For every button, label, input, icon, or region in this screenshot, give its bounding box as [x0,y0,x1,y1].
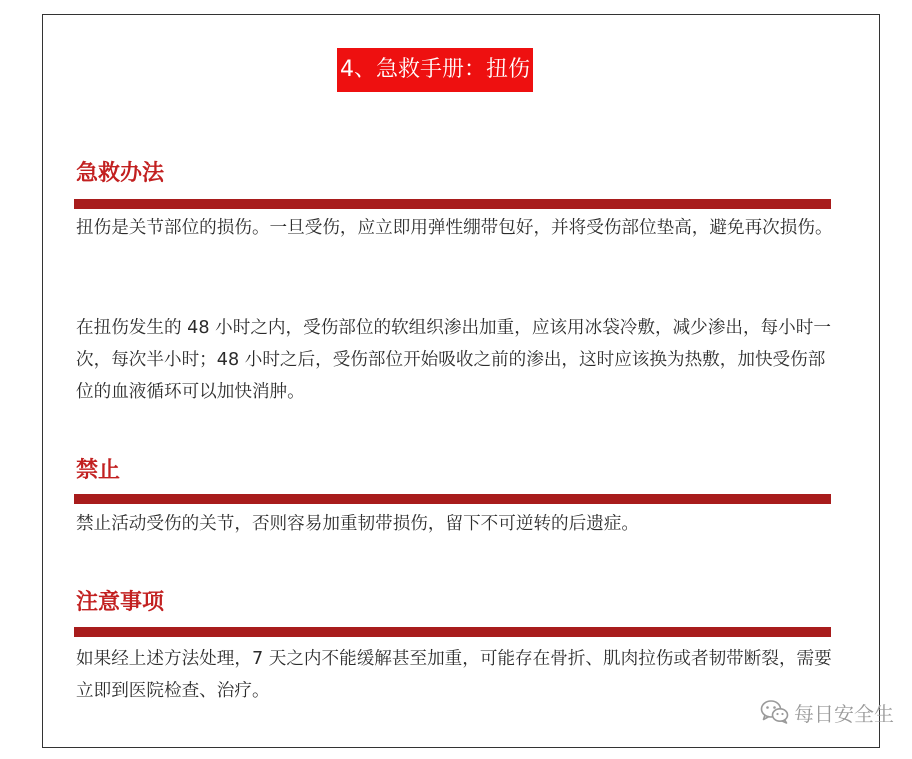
page-title: 4、急救手册：扭伤 [337,48,533,92]
section-heading-notes: 注意事项 [76,590,165,615]
wechat-icon [760,699,790,725]
watermark-text: 每日安全生 [794,701,894,726]
section-paragraph: 禁止活动受伤的关节，否则容易加重韧带损伤，留下不可逆转的后遗症。 [76,514,640,534]
section-paragraph: 如果经上述方法处理，7 天之内不能缓解甚至加重，可能存在骨折、肌肉拉伤或者韧带断裂，需要立即到医院检查、治疗。 [76,649,832,701]
section-heading-first-aid: 急救办法 [76,161,165,186]
section-divider [74,627,831,637]
section-divider [74,494,831,504]
section-divider [74,199,831,209]
section-heading-prohibited: 禁止 [76,458,121,483]
section-paragraph: 扭伤是关节部位的损伤。一旦受伤，应立即用弹性绷带包好，并将受伤部位垫高，避免再次损伤。 [76,218,833,238]
watermark [760,698,894,726]
section-paragraph: 在扭伤发生的 48 小时之内，受伤部位的软组织渗出加重，应该用冰袋冷敷，减少渗出，每小时一次，每次半小时；48 小时之后，受伤部位开始吸收之前的渗出，这时应该换为热敷，加快受伤部位的血液循环可以加快消肿。 [76,318,831,402]
